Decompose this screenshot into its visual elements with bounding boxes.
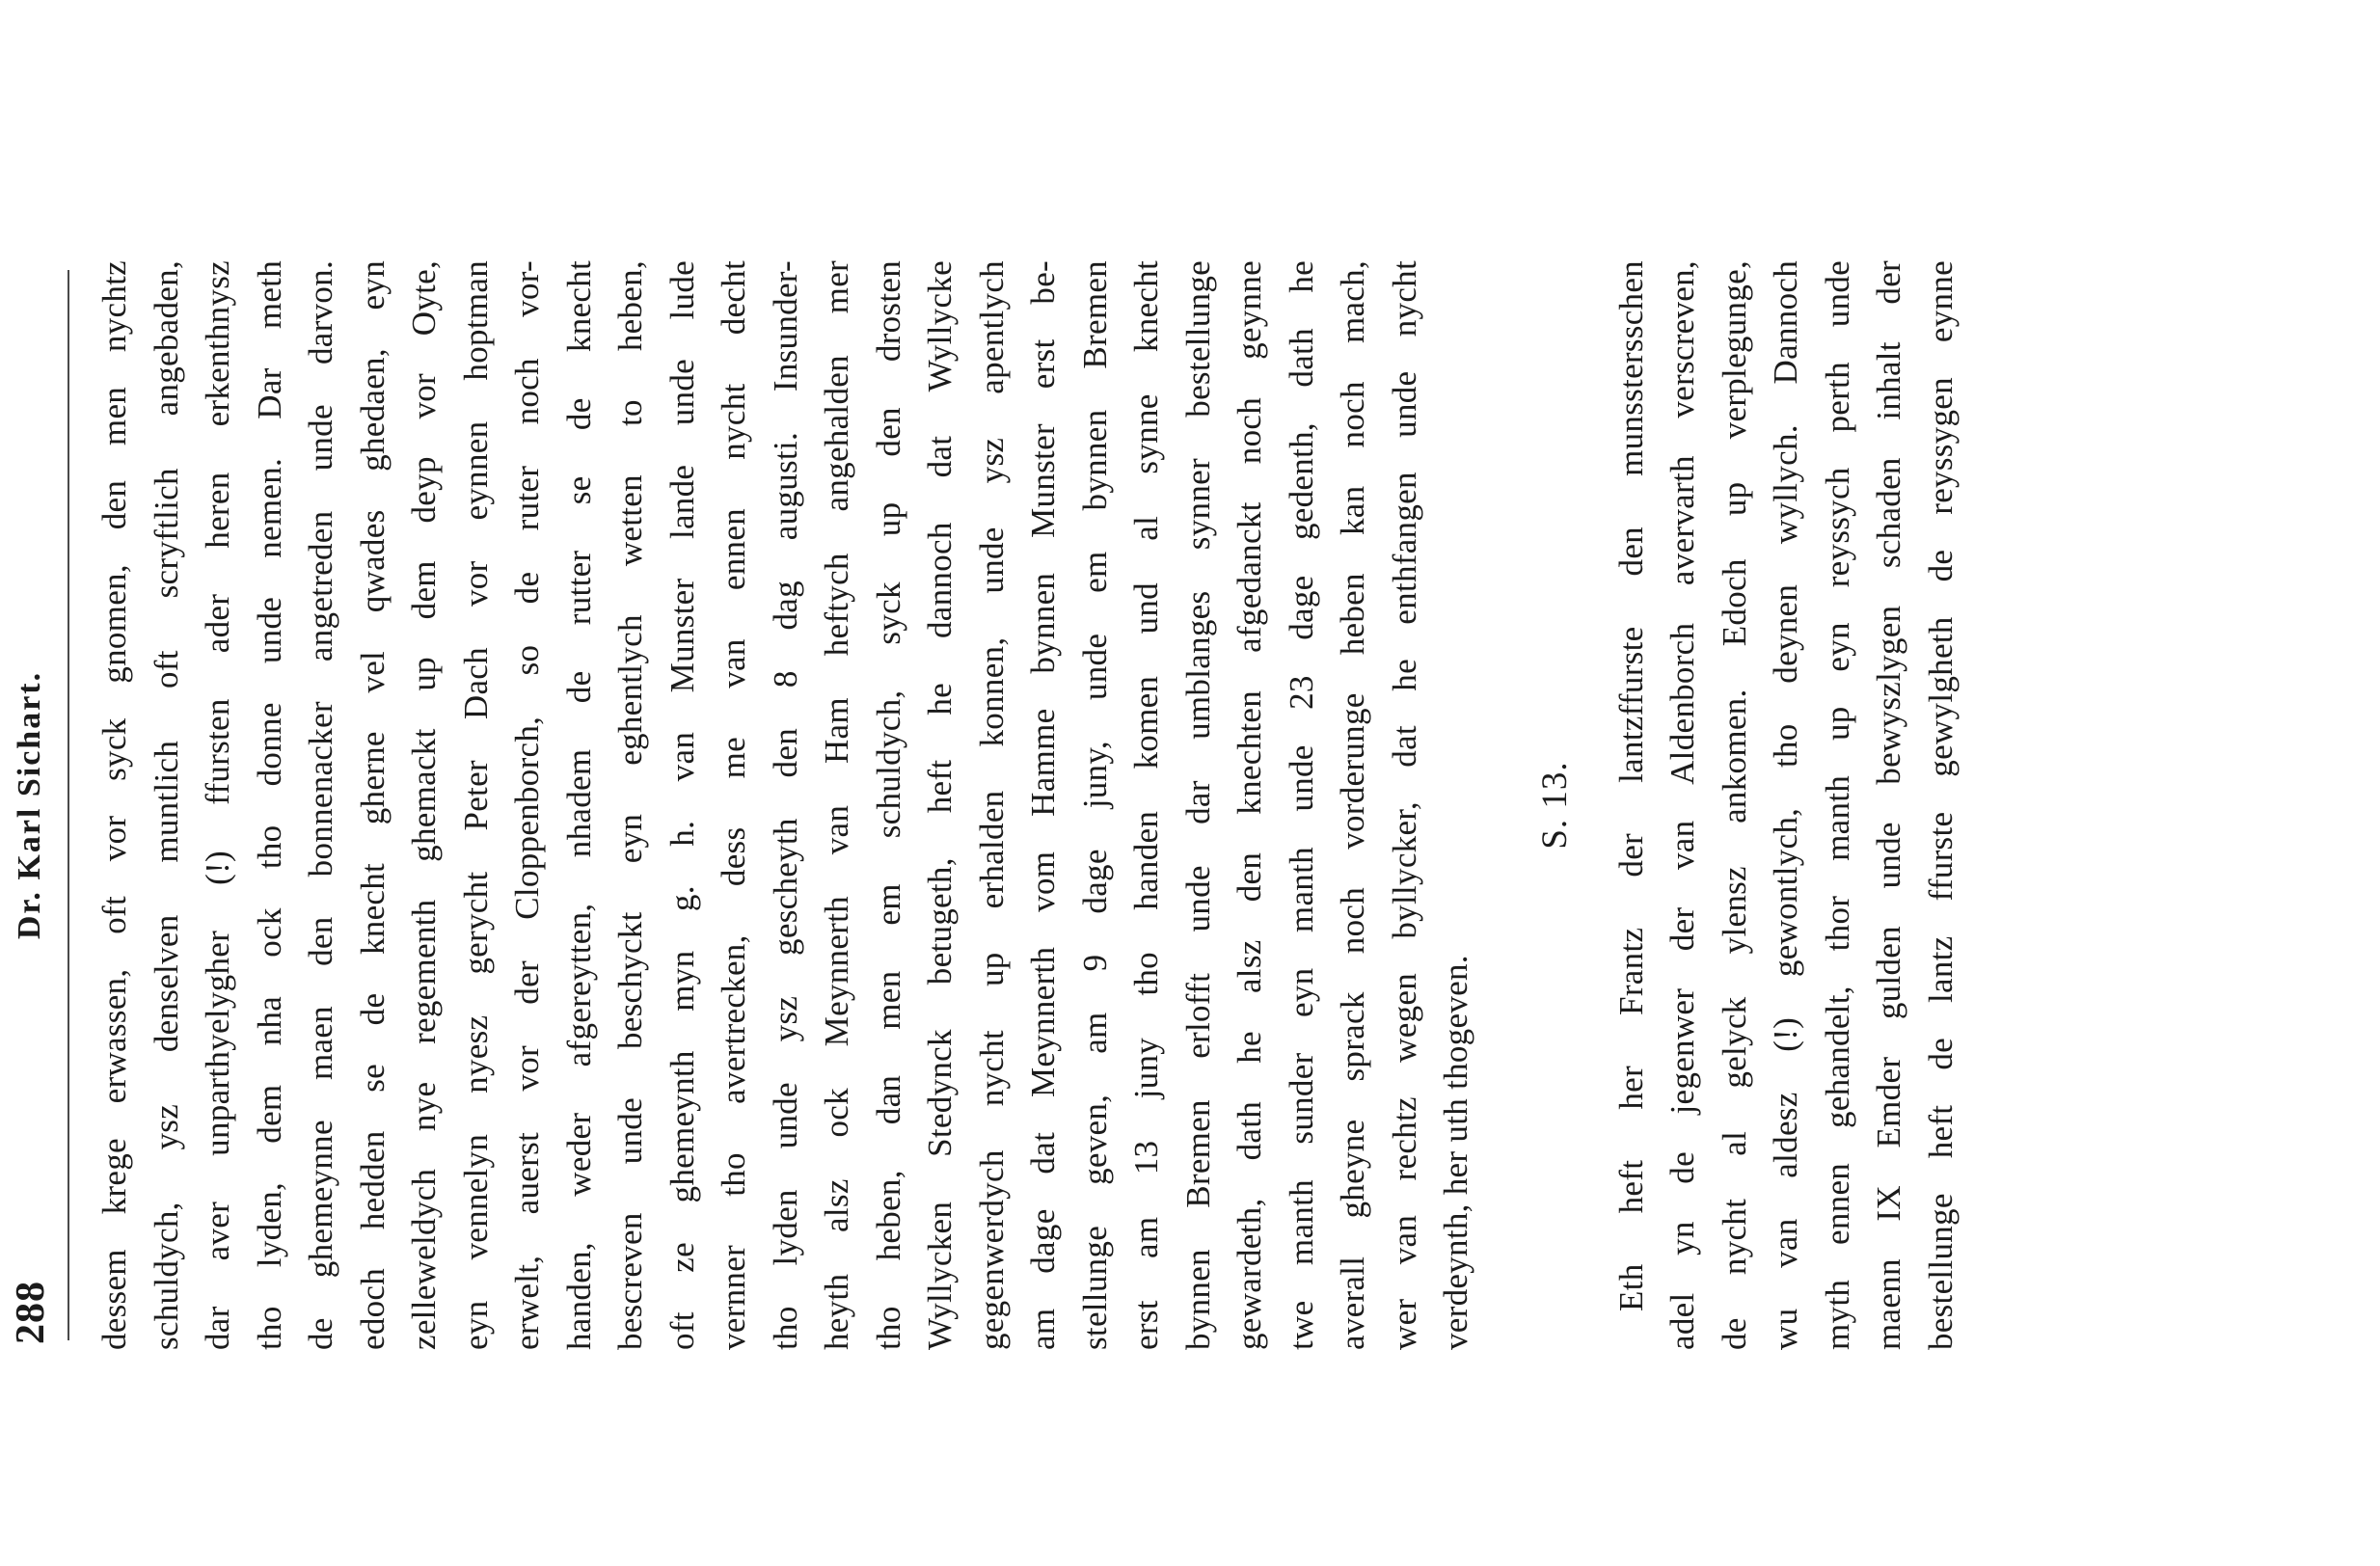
text-line: dar aver unparthyelygher (!) ffursten ader heren erkenthnysz xyxy=(199,260,236,1350)
page-number: 288 xyxy=(9,1281,53,1344)
text-line: maenn IX Emder gulden unde bewyszlygen schaden inhalt der xyxy=(1870,260,1907,1350)
text-line: adel yn de jegenwer der van Aldenborch avervarth verscreven, xyxy=(1663,260,1701,1350)
text-line: verdeynth, her uth thogeven. xyxy=(1437,955,1474,1350)
text-line: erwelt, auerst vor der Cloppenborch, so de ruter noch vor- xyxy=(508,260,546,1350)
text-line: erst am 13 juny tho handen komen und al synne knecht xyxy=(1127,260,1165,1350)
text-line: wu van aldesz (!) gewontlych, tho deynen wyllych. Dannoch xyxy=(1767,260,1804,1350)
text-line: zelleweldych nye regementh ghemackt up dem deyp vor Oyte, xyxy=(405,260,443,1350)
text-line: schuldych, ysz denselven muntlich oft scryftlich angebaden, xyxy=(147,260,185,1350)
section-heading: S. 13. xyxy=(1534,761,1575,850)
text-line: eyn vennelyn nyesz gerycht Peter Dach vor eynnen hoptman xyxy=(456,260,495,1350)
body-text xyxy=(89,260,1966,1350)
text-line: tho lyden unde ysz gescheyth den 8 dag augusti. Insunder- xyxy=(766,260,804,1350)
text-line: wer van rechtz wegen byllycker, dat he enthfangen unde nycht xyxy=(1385,260,1423,1350)
page-header xyxy=(0,260,58,1350)
running-head: Dr. Karl Sichart. xyxy=(12,670,47,940)
text-line: vernner tho avertrecken, dess me van ennen nycht decht xyxy=(715,260,752,1350)
text-line: de ghemeynne maen den bonnenacker angetreden unde darvon. xyxy=(302,260,339,1350)
text-line: bescreven unde beschyckt eyn eghentlych wetten to heben, xyxy=(611,260,649,1350)
header-rule xyxy=(68,270,69,1340)
text-line: averall gheyne sprack noch vorderunge heben kan noch mach, xyxy=(1334,260,1371,1350)
text-line: myth ennen gehandelt, thor manth up eyn reyssych perth unde xyxy=(1818,260,1856,1350)
text-line: dessem krege erwassen, oft vor syck gnomen, den men nychtz xyxy=(95,260,133,1350)
text-line: Eth heft her Frantz der lantzffurste den munsstersschen xyxy=(1611,260,1650,1311)
book-page xyxy=(0,260,1960,1350)
text-line: de nycht al gelyck ylensz ankomen. Edoch up verplegunge, xyxy=(1715,260,1753,1350)
text-line: handen, weder afgereytten, nhadem de rutter se de knecht xyxy=(559,260,598,1350)
text-line: bestellunge heft de lantz ffurste gewylgheth de reyssygen eynne xyxy=(1921,260,1960,1350)
text-line: Wyllycken Stedynck betugeth, heft he dannoch dat Wyllycke xyxy=(921,260,959,1350)
text-line: gegenwerdych nycht up erhalden konnen, unde ysz apentlych xyxy=(972,260,1011,1350)
text-line: twe manth sunder eyn manth unde 23 dage gedenth, dath he xyxy=(1282,260,1320,1350)
text-line: am dage dat Meynnerth vom Hamme bynnen Munster erst be- xyxy=(1024,260,1062,1350)
text-line: edoch hedden se de knecht gherne vel qwades ghedaen, eyn xyxy=(353,260,392,1350)
text-line: bynnen Bremen erlofft unde dar umblanges synner bestellunge xyxy=(1178,260,1217,1350)
text-line: tho lyden, dem nha ock tho donne unde nemen. Dar meth xyxy=(250,260,288,1350)
text-line: tho heben, dan men em schuldych, syck up den drosten xyxy=(869,260,907,1350)
text-line: heyth alsz ock Meynnerth van Ham heftych angehalden mer xyxy=(818,260,855,1350)
text-line: stellunge geven, am 9 dage juny, unde em bynnen Bremen xyxy=(1075,260,1114,1350)
text-line: oft ze ghemeynth myn g. h. van Munster lande unde lude xyxy=(663,260,701,1350)
text-line: gewardeth, dath he alsz den knechten afgedanckt noch geynne xyxy=(1231,260,1268,1350)
